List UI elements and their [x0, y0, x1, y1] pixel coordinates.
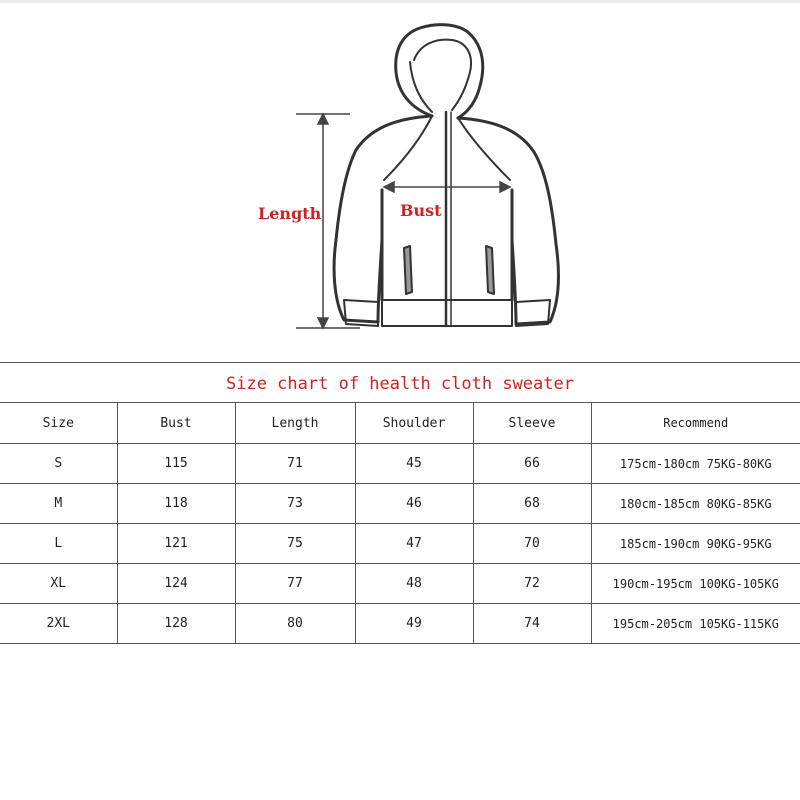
bust-label: Bust — [400, 201, 442, 220]
cell-bust: 128 — [117, 604, 235, 644]
cell-length: 77 — [235, 564, 355, 604]
table-row — [0, 524, 800, 564]
cell-sleeve: 66 — [473, 444, 591, 484]
cell-bust: 115 — [117, 444, 235, 484]
header-bust: Bust — [117, 403, 235, 444]
header-sleeve: Sleeve — [473, 403, 591, 444]
header-recommend: Recommend — [591, 403, 800, 444]
cell-length: 71 — [235, 444, 355, 484]
cell-shoulder: 49 — [355, 604, 473, 644]
length-label: Length — [258, 204, 322, 223]
cell-sleeve: 72 — [473, 564, 591, 604]
cell-recommend: 190cm-195cm 100KG-105KG — [591, 564, 800, 604]
cell-length: 75 — [235, 524, 355, 564]
hoodie-diagram — [0, 0, 800, 362]
size-chart-table — [0, 402, 800, 644]
table-row — [0, 484, 800, 524]
cell-bust: 118 — [117, 484, 235, 524]
cell-size: 2XL — [0, 604, 117, 644]
cell-bust: 121 — [117, 524, 235, 564]
right-pocket — [486, 246, 494, 294]
cell-recommend: 185cm-190cm 90KG-95KG — [591, 524, 800, 564]
cell-sleeve: 70 — [473, 524, 591, 564]
cell-size: S — [0, 444, 117, 484]
cell-size: L — [0, 524, 117, 564]
cell-recommend: 180cm-185cm 80KG-85KG — [591, 484, 800, 524]
cell-length: 80 — [235, 604, 355, 644]
cell-shoulder: 48 — [355, 564, 473, 604]
cell-size: M — [0, 484, 117, 524]
cell-recommend: 195cm-205cm 105KG-115KG — [591, 604, 800, 644]
table-row — [0, 604, 800, 644]
cell-recommend: 175cm-180cm 75KG-80KG — [591, 444, 800, 484]
header-length: Length — [235, 403, 355, 444]
header-row — [0, 403, 800, 444]
cell-bust: 124 — [117, 564, 235, 604]
left-pocket — [404, 246, 412, 294]
table-row — [0, 444, 800, 484]
cell-sleeve: 68 — [473, 484, 591, 524]
cell-shoulder: 45 — [355, 444, 473, 484]
cell-size: XL — [0, 564, 117, 604]
header-shoulder: Shoulder — [355, 403, 473, 444]
cell-sleeve: 74 — [473, 604, 591, 644]
cell-length: 73 — [235, 484, 355, 524]
table-row — [0, 564, 800, 604]
cell-shoulder: 46 — [355, 484, 473, 524]
cell-shoulder: 47 — [355, 524, 473, 564]
header-size: Size — [0, 403, 117, 444]
size-chart-title: Size chart of health cloth sweater — [226, 374, 574, 394]
title-top-rule — [0, 362, 800, 363]
